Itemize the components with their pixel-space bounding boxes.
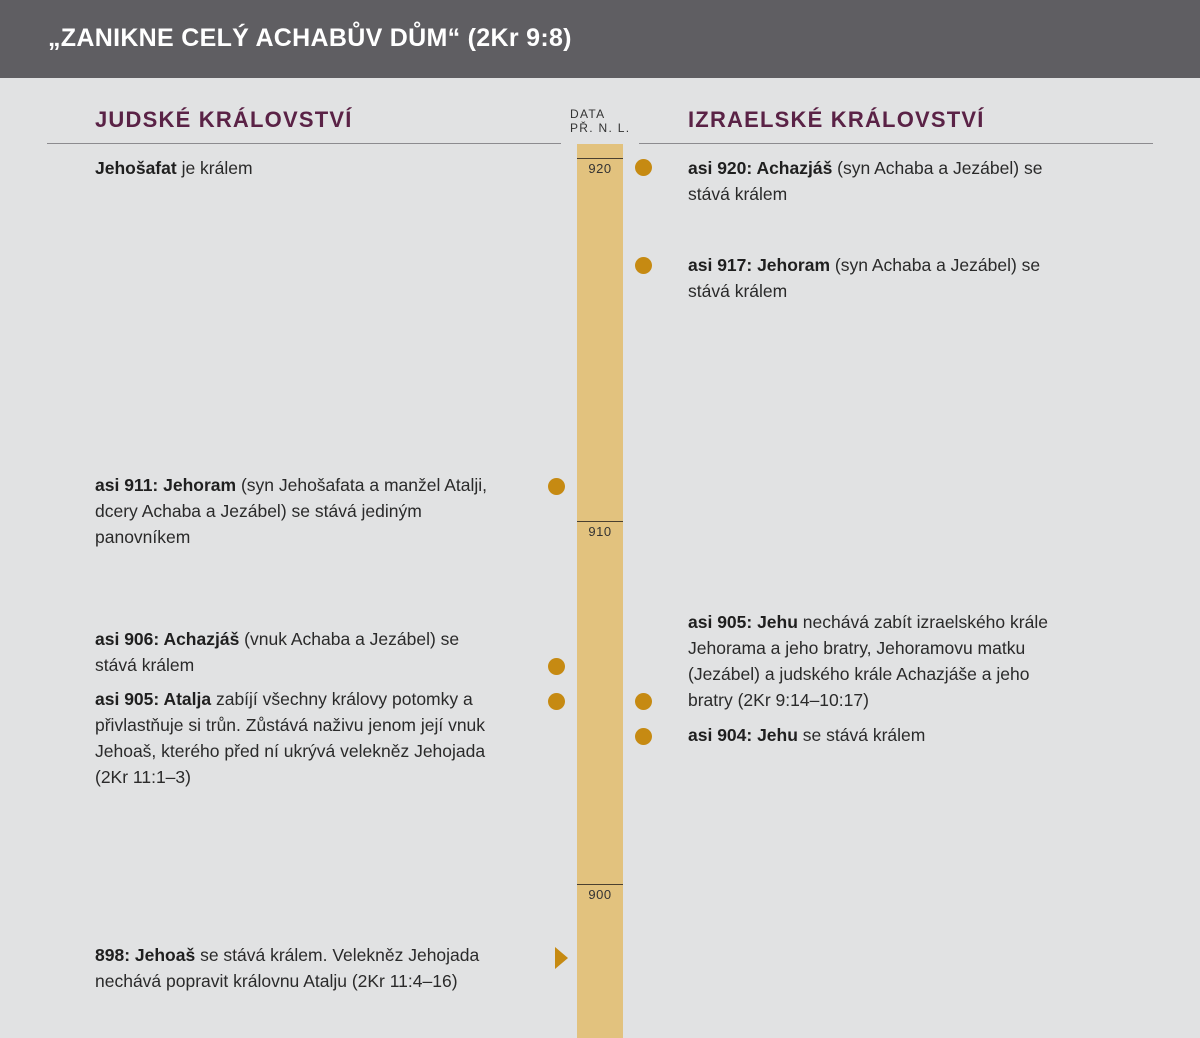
event-date: asi 906: [95,629,164,649]
event-israel-904 [688,722,1068,748]
event-king: Jehu [757,725,798,745]
marker-israel-905 [635,693,652,710]
dates-label-line2: PŘ. N. L. [570,121,631,135]
event-text: je králem [176,158,253,178]
judah-heading: JUDSKÉ KRÁLOVSTVÍ [95,107,353,132]
event-judah-911 [95,472,515,550]
event-judah-898 [95,942,515,994]
marker-israel-904 [635,728,652,745]
israel-heading: IZRAELSKÉ KRÁLOVSTVÍ [688,107,985,132]
event-text: (syn Jehošafata a manžel Atalji, dcery Achaba a Jezábel) se stává jediným panovníkem [95,475,488,547]
event-date: asi 917: [688,255,758,275]
dates-label [570,107,630,135]
event-text: se stává králem. Velekněz Jehojada nechává popravit královnu Atalju (2Kr 11:4–16) [95,945,480,991]
event-date: asi 920: [688,158,757,178]
event-king: Achazjáš [756,158,833,178]
event-king: Jehoaš [134,945,196,965]
judah-heading-rule [47,143,561,144]
event-date: asi 911: [95,475,164,495]
event-israel-905 [688,609,1068,713]
event-date: asi 905: [95,689,164,709]
event-text: (syn Achaba a Jezábel) se stává králem [688,255,1041,301]
event-israel-917 [688,252,1068,304]
event-king: Atalja [163,689,212,709]
dates-label-line1: DATA [570,107,606,121]
israel-heading-rule [639,143,1153,144]
event-text: (vnuk Achaba a Jezábel) se stává králem [95,629,460,675]
event-text: (syn Achaba a Jezábel) se stává králem [688,158,1043,204]
marker-judah-905 [548,693,565,710]
event-judah-905 [95,686,495,790]
tick-910 [577,521,623,522]
event-king: Jehu [757,612,798,632]
marker-israel-917 [635,257,652,274]
event-israel-920 [688,155,1068,207]
event-judah-jehosafat [95,155,515,181]
tick-label-920: 920 [588,161,612,176]
event-text: se stává králem [797,725,926,745]
event-date: asi 904: [688,725,758,745]
event-judah-906 [95,626,475,678]
tick-920 [577,158,623,159]
tick-label-900: 900 [588,887,612,902]
event-text: zabíjí všechny královy potomky a přivlastňuje si trůn. Zůstává naživu jenom její vnuk Jehoaš, kterého před ní ukrývá velekněz Jehojada (2Kr 11:1–3) [95,689,486,787]
marker-judah-906 [548,658,565,675]
page-title: „ZANIKNE CELÝ ACHABŮV DŮM“ (2Kr 9:8) [48,24,572,52]
event-text: nechává zabít izraelského krále Jehorama a jeho bratry, Jehoramovu matku (Jezábel) a judského krále Achazjáše a jeho bratry (2Kr 9:14–10:17) [688,612,1048,710]
tick-900 [577,884,623,885]
marker-israel-920 [635,159,652,176]
header-bar [0,0,1200,78]
marker-judah-898-arrow-icon [555,947,568,969]
event-date: 898: [95,945,135,965]
event-king: Jehoram [163,475,237,495]
event-king: Jehošafat [95,158,177,178]
timeline-bar [577,144,623,1038]
tick-label-910: 910 [588,524,612,539]
marker-judah-911 [548,478,565,495]
event-king: Jehoram [757,255,831,275]
event-date: asi 905: [688,612,758,632]
event-king: Achazjáš [163,629,240,649]
